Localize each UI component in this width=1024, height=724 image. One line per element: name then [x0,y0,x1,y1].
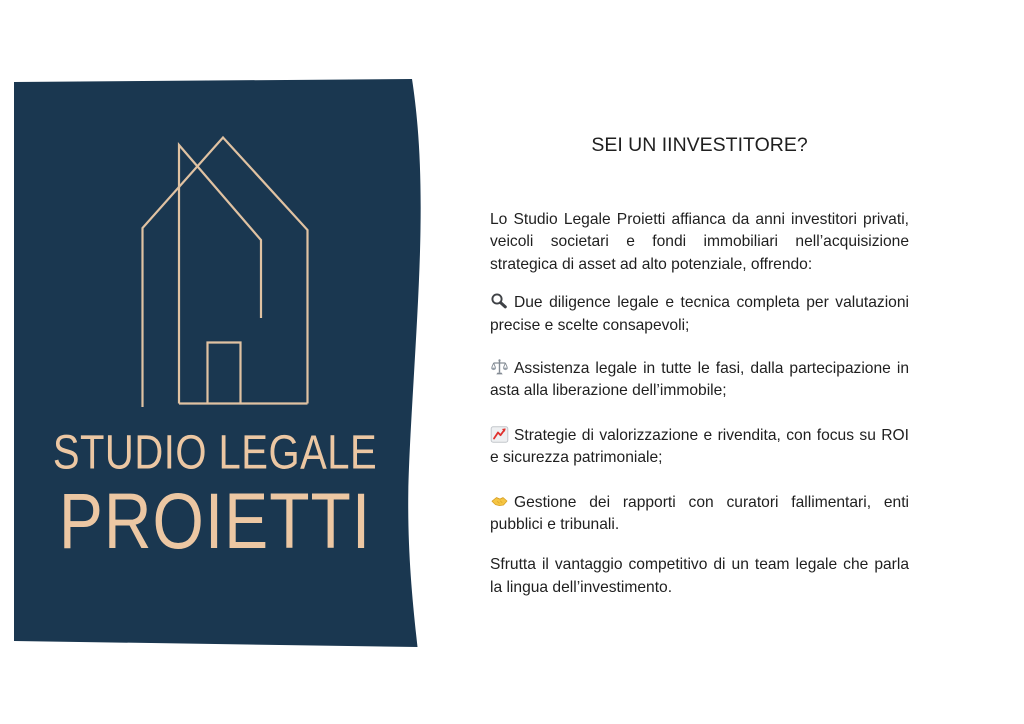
chart-increasing-icon [490,425,509,444]
brand-name-line1: STUDIO LEGALE [52,426,378,480]
content-column [490,133,909,599]
bullet-gestione-rapporti [490,492,909,537]
bullet-assistenza-legale [490,358,909,403]
bullet-text: Assistenza legale in tutte le fasi, dalla partecipazione in asta alla liberazione dell’immobile; [490,360,909,400]
bullet-text: Strategie di valorizzazione e rivendita, con focus su ROI e sicurezza patrimoniale; [490,426,909,467]
handshake-icon [490,492,509,511]
bullet-text: Due diligence legale e tecnica completa per valutazioni precise e scelte consapevoli; [490,294,909,334]
magnifier-icon [490,292,509,311]
brand-panel-shape [0,0,440,724]
brand-name-line2: PROIETTI [58,475,372,565]
bullet-strategie [490,425,909,470]
intro-paragraph: Lo Studio Legale Proietti affianca da anni investitori privati, veicoli societari e fondi immobiliari nell’acquisizione strategica di asset ad alto potenziale, offrendo: [490,211,909,273]
scales-icon [490,358,509,377]
brand-panel [0,0,440,724]
page-title: SEI UN IINVESTITORE? [591,134,808,156]
bullet-text: Gestione dei rapporti con curatori fallimentari, enti pubblici e tribunali. [490,493,909,534]
closing-paragraph: Sfrutta il vantaggio competitivo di un team legale che parla la lingua dell’investimento. [490,556,909,596]
brand-wordmark [15,426,415,565]
bullet-due-diligence [490,292,909,337]
